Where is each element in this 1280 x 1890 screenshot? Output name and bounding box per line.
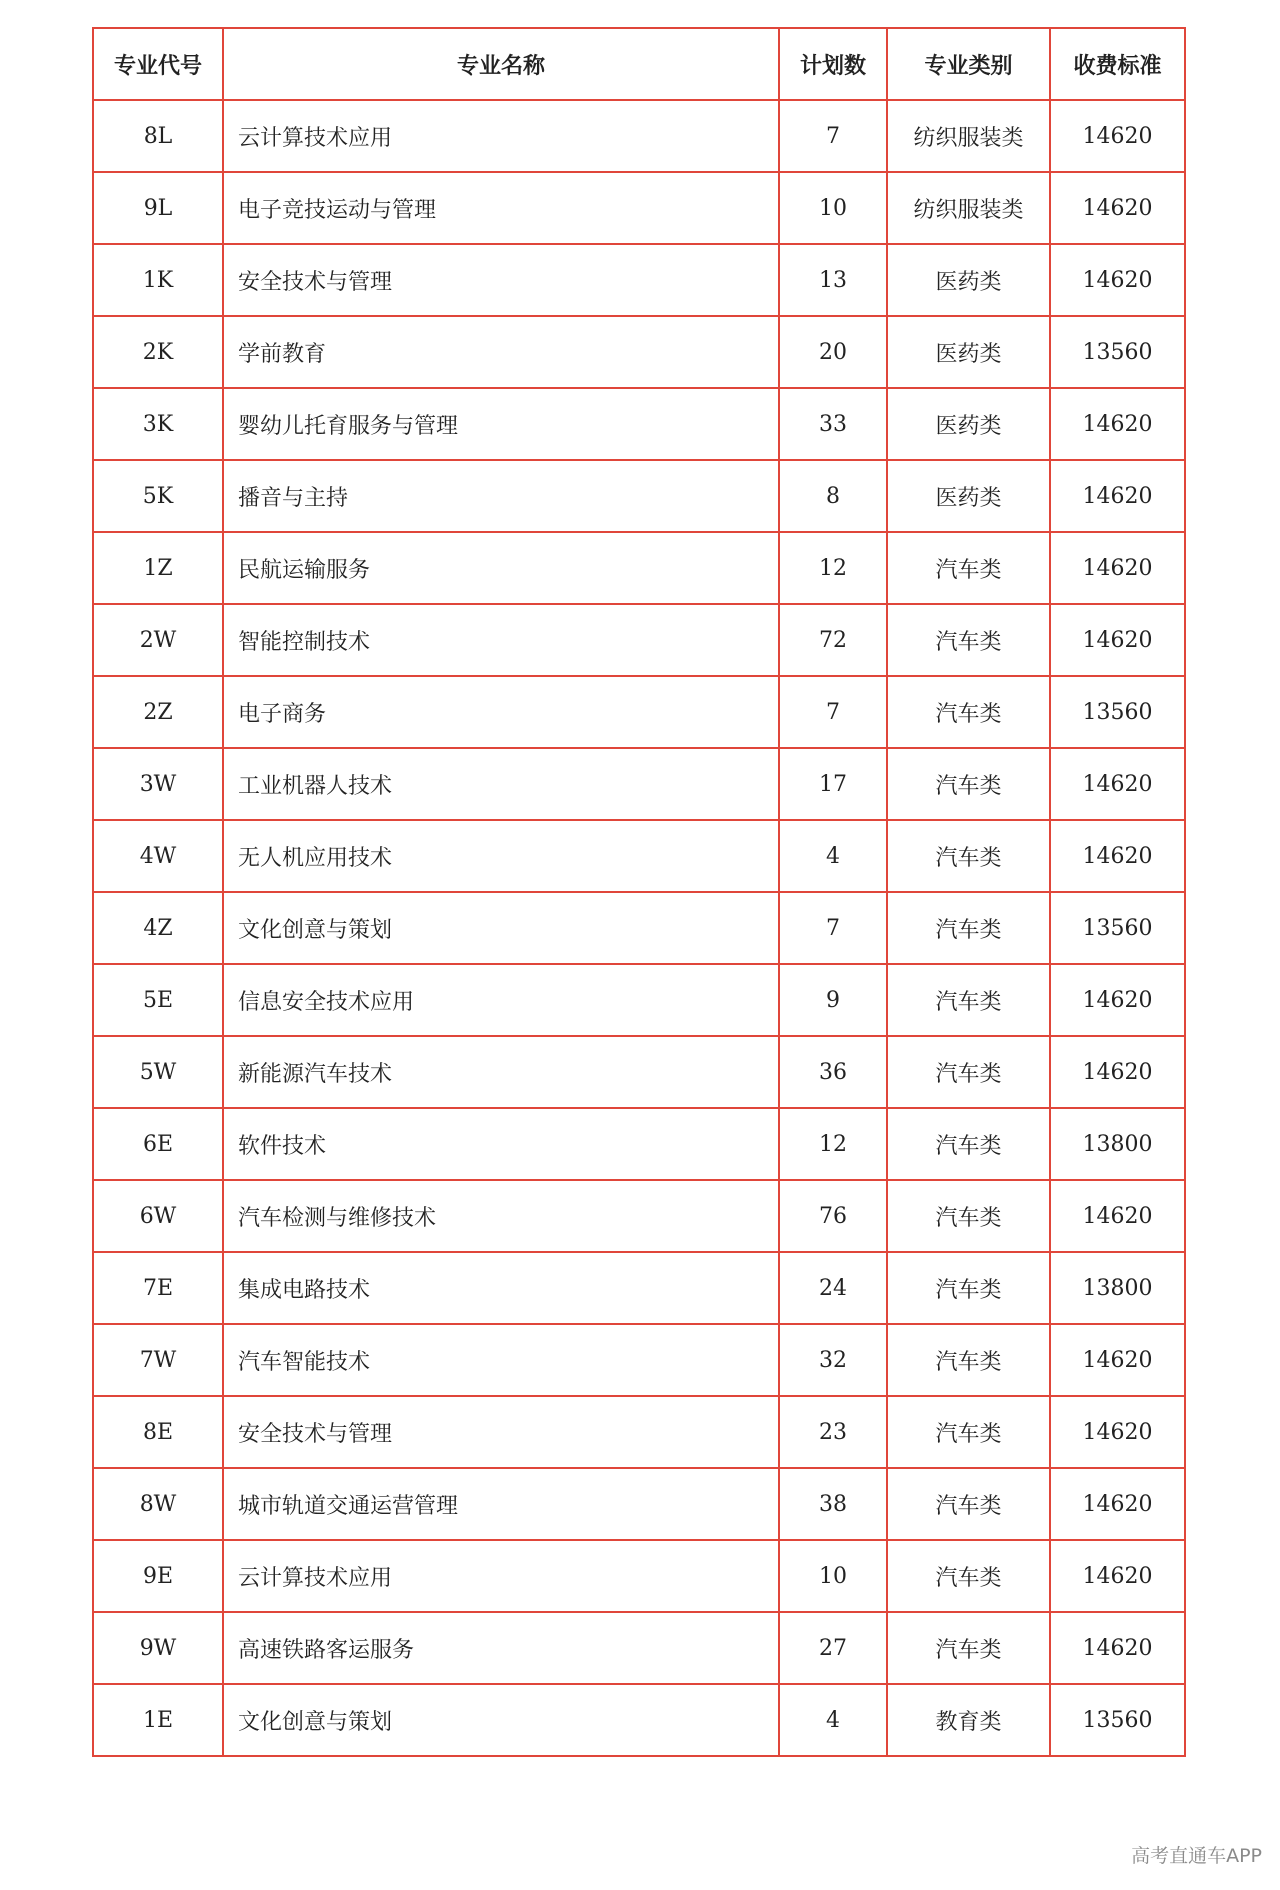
table-row <box>93 316 1185 388</box>
table-row <box>93 1468 1185 1540</box>
cell-fee: 14620 <box>1050 1540 1185 1612</box>
cell-name: 云计算技术应用 <box>223 100 779 172</box>
cell-code: 6W <box>93 1180 223 1252</box>
cell-category: 医药类 <box>887 460 1050 532</box>
cell-code: 9W <box>93 1612 223 1684</box>
cell-code: 4Z <box>93 892 223 964</box>
table-row <box>93 892 1185 964</box>
cell-category: 纺织服装类 <box>887 100 1050 172</box>
cell-name: 无人机应用技术 <box>223 820 779 892</box>
cell-plan: 7 <box>779 100 887 172</box>
cell-plan: 4 <box>779 1684 887 1756</box>
cell-fee: 14620 <box>1050 1396 1185 1468</box>
cell-name: 安全技术与管理 <box>223 1396 779 1468</box>
cell-category: 医药类 <box>887 316 1050 388</box>
table-row <box>93 532 1185 604</box>
cell-category: 汽车类 <box>887 1252 1050 1324</box>
cell-code: 8W <box>93 1468 223 1540</box>
table-row <box>93 1252 1185 1324</box>
cell-code: 8E <box>93 1396 223 1468</box>
cell-category: 汽车类 <box>887 676 1050 748</box>
cell-fee: 14620 <box>1050 1036 1185 1108</box>
cell-plan: 9 <box>779 964 887 1036</box>
cell-fee: 14620 <box>1050 172 1185 244</box>
cell-code: 3K <box>93 388 223 460</box>
cell-name: 汽车智能技术 <box>223 1324 779 1396</box>
cell-category: 汽车类 <box>887 748 1050 820</box>
cell-code: 5K <box>93 460 223 532</box>
cell-fee: 14620 <box>1050 748 1185 820</box>
header-category: 专业类别 <box>887 28 1050 100</box>
cell-name: 云计算技术应用 <box>223 1540 779 1612</box>
cell-plan: 36 <box>779 1036 887 1108</box>
cell-plan: 76 <box>779 1180 887 1252</box>
cell-fee: 14620 <box>1050 1612 1185 1684</box>
cell-plan: 24 <box>779 1252 887 1324</box>
cell-name: 电子竞技运动与管理 <box>223 172 779 244</box>
cell-fee: 14620 <box>1050 1324 1185 1396</box>
cell-name: 智能控制技术 <box>223 604 779 676</box>
cell-fee: 14620 <box>1050 532 1185 604</box>
cell-code: 9E <box>93 1540 223 1612</box>
cell-fee: 14620 <box>1050 820 1185 892</box>
cell-plan: 7 <box>779 892 887 964</box>
table-row <box>93 1612 1185 1684</box>
cell-plan: 10 <box>779 1540 887 1612</box>
table-row <box>93 100 1185 172</box>
cell-code: 5E <box>93 964 223 1036</box>
header-fee: 收费标准 <box>1050 28 1185 100</box>
cell-name: 集成电路技术 <box>223 1252 779 1324</box>
cell-code: 2W <box>93 604 223 676</box>
cell-name: 城市轨道交通运营管理 <box>223 1468 779 1540</box>
cell-code: 6E <box>93 1108 223 1180</box>
table-row <box>93 1396 1185 1468</box>
cell-code: 9L <box>93 172 223 244</box>
cell-plan: 23 <box>779 1396 887 1468</box>
cell-fee: 14620 <box>1050 100 1185 172</box>
cell-name: 高速铁路客运服务 <box>223 1612 779 1684</box>
cell-fee: 13560 <box>1050 676 1185 748</box>
cell-category: 汽车类 <box>887 1108 1050 1180</box>
cell-name: 文化创意与策划 <box>223 892 779 964</box>
cell-category: 汽车类 <box>887 1396 1050 1468</box>
cell-name: 电子商务 <box>223 676 779 748</box>
table-row <box>93 172 1185 244</box>
cell-plan: 32 <box>779 1324 887 1396</box>
cell-fee: 14620 <box>1050 1180 1185 1252</box>
table-header <box>93 28 1185 100</box>
table-row <box>93 676 1185 748</box>
majors-table <box>92 27 1186 1757</box>
cell-name: 学前教育 <box>223 316 779 388</box>
cell-name: 信息安全技术应用 <box>223 964 779 1036</box>
watermark-text: 高考直通车APP <box>1131 1845 1262 1867</box>
cell-plan: 7 <box>779 676 887 748</box>
cell-plan: 4 <box>779 820 887 892</box>
cell-name: 婴幼儿托育服务与管理 <box>223 388 779 460</box>
cell-fee: 14620 <box>1050 460 1185 532</box>
table-row <box>93 460 1185 532</box>
cell-category: 汽车类 <box>887 604 1050 676</box>
table-row <box>93 1036 1185 1108</box>
cell-name: 安全技术与管理 <box>223 244 779 316</box>
cell-name: 民航运输服务 <box>223 532 779 604</box>
enrollment-plan-sheet <box>92 27 1184 1757</box>
cell-plan: 12 <box>779 1108 887 1180</box>
cell-fee: 14620 <box>1050 604 1185 676</box>
cell-code: 1K <box>93 244 223 316</box>
cell-name: 汽车检测与维修技术 <box>223 1180 779 1252</box>
cell-code: 2Z <box>93 676 223 748</box>
cell-category: 汽车类 <box>887 1612 1050 1684</box>
cell-fee: 13560 <box>1050 892 1185 964</box>
cell-category: 汽车类 <box>887 1036 1050 1108</box>
cell-fee: 13800 <box>1050 1108 1185 1180</box>
cell-plan: 13 <box>779 244 887 316</box>
cell-name: 文化创意与策划 <box>223 1684 779 1756</box>
cell-category: 医药类 <box>887 244 1050 316</box>
header-code: 专业代号 <box>93 28 223 100</box>
cell-plan: 20 <box>779 316 887 388</box>
cell-plan: 72 <box>779 604 887 676</box>
header-name: 专业名称 <box>223 28 779 100</box>
table-row <box>93 1324 1185 1396</box>
table-row <box>93 820 1185 892</box>
cell-category: 汽车类 <box>887 1324 1050 1396</box>
cell-category: 汽车类 <box>887 892 1050 964</box>
cell-code: 1Z <box>93 532 223 604</box>
cell-category: 汽车类 <box>887 820 1050 892</box>
cell-name: 工业机器人技术 <box>223 748 779 820</box>
table-row <box>93 1540 1185 1612</box>
table-row <box>93 244 1185 316</box>
table-row <box>93 604 1185 676</box>
cell-code: 5W <box>93 1036 223 1108</box>
cell-fee: 13560 <box>1050 316 1185 388</box>
table-row <box>93 1108 1185 1180</box>
cell-category: 汽车类 <box>887 1540 1050 1612</box>
cell-plan: 10 <box>779 172 887 244</box>
cell-category: 汽车类 <box>887 1180 1050 1252</box>
cell-fee: 14620 <box>1050 388 1185 460</box>
cell-category: 汽车类 <box>887 1468 1050 1540</box>
cell-category: 纺织服装类 <box>887 172 1050 244</box>
cell-plan: 17 <box>779 748 887 820</box>
cell-name: 软件技术 <box>223 1108 779 1180</box>
cell-fee: 14620 <box>1050 244 1185 316</box>
cell-plan: 8 <box>779 460 887 532</box>
header-row <box>93 28 1185 100</box>
cell-name: 新能源汽车技术 <box>223 1036 779 1108</box>
cell-category: 汽车类 <box>887 532 1050 604</box>
cell-code: 3W <box>93 748 223 820</box>
cell-code: 1E <box>93 1684 223 1756</box>
cell-code: 7E <box>93 1252 223 1324</box>
cell-category: 医药类 <box>887 388 1050 460</box>
table-row <box>93 388 1185 460</box>
cell-code: 2K <box>93 316 223 388</box>
cell-code: 8L <box>93 100 223 172</box>
cell-plan: 27 <box>779 1612 887 1684</box>
cell-code: 4W <box>93 820 223 892</box>
table-body <box>93 100 1185 1756</box>
table-row <box>93 1180 1185 1252</box>
cell-plan: 38 <box>779 1468 887 1540</box>
cell-name: 播音与主持 <box>223 460 779 532</box>
cell-plan: 33 <box>779 388 887 460</box>
cell-fee: 14620 <box>1050 964 1185 1036</box>
cell-fee: 14620 <box>1050 1468 1185 1540</box>
cell-category: 汽车类 <box>887 964 1050 1036</box>
cell-fee: 13560 <box>1050 1684 1185 1756</box>
cell-plan: 12 <box>779 532 887 604</box>
table-row <box>93 1684 1185 1756</box>
cell-fee: 13800 <box>1050 1252 1185 1324</box>
table-row <box>93 964 1185 1036</box>
cell-category: 教育类 <box>887 1684 1050 1756</box>
table-row <box>93 748 1185 820</box>
header-plan: 计划数 <box>779 28 887 100</box>
cell-code: 7W <box>93 1324 223 1396</box>
